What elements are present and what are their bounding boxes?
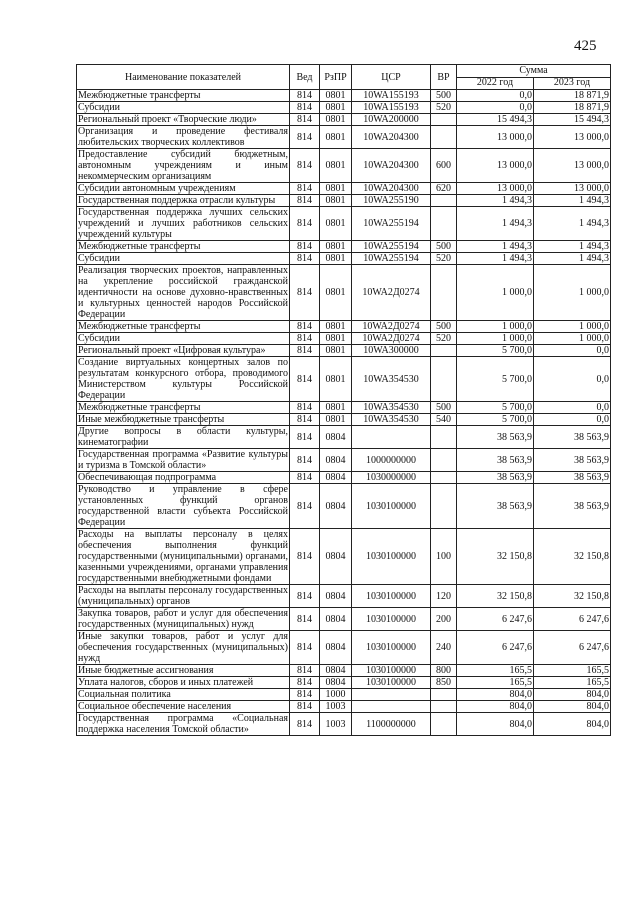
cell-amount-2023: 6 247,6: [534, 608, 611, 631]
cell-amount-2023: 0,0: [534, 414, 611, 426]
cell-vr: 100: [431, 529, 457, 585]
cell-name: Организация и проведение фестиваля любительских творческих коллективов: [78, 126, 288, 148]
cell-vr: [431, 114, 457, 126]
table-row: [77, 689, 611, 701]
cell-vr: [431, 689, 457, 701]
cell-rzpr: 0801: [320, 333, 352, 345]
cell-rzpr: 0801: [320, 265, 352, 321]
cell-vr: 500: [431, 90, 457, 102]
cell-csr: 10WA2Д0274: [352, 333, 431, 345]
cell-rzpr: 0801: [320, 345, 352, 357]
cell-rzpr: 0804: [320, 585, 352, 608]
cell-csr: 10WA200000: [352, 114, 431, 126]
cell-rzpr: 0804: [320, 631, 352, 665]
cell-name: Создание виртуальных концертных залов по результатам конкурсного отбора, проводимого Министерством культуры Российской Федерации: [78, 357, 288, 401]
cell-rzpr: 0801: [320, 126, 352, 149]
table-row: [77, 449, 611, 472]
cell-name: Уплата налогов, сборов и иных платежей: [77, 677, 290, 689]
cell-ved: 814: [290, 449, 320, 472]
cell-amount-2023: 18 871,9: [534, 90, 611, 102]
cell-vr: [431, 357, 457, 402]
cell-ved: 814: [290, 149, 320, 183]
cell-amount-2022: 5 700,0: [457, 414, 534, 426]
cell-csr: [352, 689, 431, 701]
cell-amount-2023: 38 563,9: [534, 449, 611, 472]
cell-amount-2023: 804,0: [534, 689, 611, 701]
cell-ved: 814: [290, 426, 320, 449]
cell-vr: [431, 195, 457, 207]
cell-rzpr: 0801: [320, 321, 352, 333]
table-row: [77, 241, 611, 253]
table-row: [77, 253, 611, 265]
cell-vr: [431, 484, 457, 529]
cell-amount-2022: 13 000,0: [457, 183, 534, 195]
header-year-2023: 2023 год: [534, 77, 611, 90]
cell-amount-2022: 32 150,8: [457, 585, 534, 608]
header-year-2022: 2022 год: [457, 77, 534, 90]
cell-rzpr: 0804: [320, 608, 352, 631]
cell-amount-2023: 165,5: [534, 677, 611, 689]
cell-amount-2023: 1 000,0: [534, 265, 611, 321]
cell-rzpr: 0804: [320, 677, 352, 689]
cell-amount-2023: 1 000,0: [534, 321, 611, 333]
cell-vr: 800: [431, 665, 457, 677]
cell-ved: 814: [290, 126, 320, 149]
cell-rzpr: 0804: [320, 449, 352, 472]
cell-amount-2023: 0,0: [534, 345, 611, 357]
cell-csr: 10WA255194: [352, 241, 431, 253]
cell-csr: 10WA354530: [352, 402, 431, 414]
cell-name: Межбюджетные трансферты: [77, 402, 290, 414]
cell-amount-2023: 15 494,3: [534, 114, 611, 126]
cell-amount-2023: 0,0: [534, 402, 611, 414]
cell-vr: 520: [431, 102, 457, 114]
cell-ved: 814: [290, 345, 320, 357]
cell-csr: 10WA300000: [352, 345, 431, 357]
cell-amount-2023: 1 494,3: [534, 207, 611, 241]
cell-amount-2022: 1 000,0: [457, 265, 534, 321]
cell-amount-2022: 1 494,3: [457, 253, 534, 265]
cell-csr: [352, 701, 431, 713]
cell-rzpr: 0801: [320, 102, 352, 114]
cell-amount-2023: 804,0: [534, 713, 611, 736]
table-row: [77, 402, 611, 414]
cell-name: Региональный проект «Творческие люди»: [77, 114, 290, 126]
cell-rzpr: 0804: [320, 529, 352, 585]
cell-csr: 10WA2Д0274: [352, 321, 431, 333]
cell-amount-2023: 1 000,0: [534, 333, 611, 345]
cell-rzpr: 0804: [320, 426, 352, 449]
cell-csr: 10WA2Д0274: [352, 265, 431, 321]
cell-vr: 620: [431, 183, 457, 195]
cell-amount-2022: 165,5: [457, 677, 534, 689]
cell-rzpr: 0801: [320, 183, 352, 195]
cell-amount-2023: 38 563,9: [534, 426, 611, 449]
table-row: [77, 265, 611, 321]
cell-name: Закупка товаров, работ и услуг для обеспечения государственных (муниципальных) нужд: [78, 608, 288, 630]
table-row: [77, 114, 611, 126]
cell-ved: 814: [290, 529, 320, 585]
table-row: [77, 484, 611, 529]
table-row: [77, 677, 611, 689]
cell-vr: 540: [431, 414, 457, 426]
cell-rzpr: 0801: [320, 241, 352, 253]
cell-vr: 240: [431, 631, 457, 665]
cell-vr: [431, 713, 457, 736]
cell-amount-2023: 38 563,9: [534, 484, 611, 529]
cell-csr: 1030100000: [352, 484, 431, 529]
cell-name: Руководство и управление в сфере установленных функций органов государственной власти субъекта Российской Федерации: [78, 484, 288, 528]
cell-rzpr: 1000: [320, 689, 352, 701]
cell-name: Государственная поддержка лучших сельских учреждений и лучших работников сельских учреждений культуры: [78, 207, 288, 240]
cell-name: Государственная поддержка отрасли культуры: [77, 195, 290, 207]
table-row: [77, 195, 611, 207]
header-csr: ЦСР: [352, 65, 431, 90]
table-row: [77, 345, 611, 357]
header-rzpr: РзПР: [320, 65, 352, 90]
cell-ved: 814: [290, 357, 320, 402]
cell-ved: 814: [290, 585, 320, 608]
cell-rzpr: 0801: [320, 207, 352, 241]
cell-vr: [431, 426, 457, 449]
cell-ved: 814: [290, 321, 320, 333]
cell-amount-2023: 804,0: [534, 701, 611, 713]
cell-ved: 814: [290, 195, 320, 207]
cell-name: Расходы на выплаты персоналу государственных (муниципальных) органов: [78, 585, 288, 607]
cell-vr: 500: [431, 321, 457, 333]
cell-rzpr: 0801: [320, 357, 352, 402]
cell-amount-2022: 6 247,6: [457, 608, 534, 631]
cell-amount-2022: 5 700,0: [457, 357, 534, 402]
cell-amount-2023: 32 150,8: [534, 529, 611, 585]
cell-amount-2023: 1 494,3: [534, 195, 611, 207]
cell-ved: 814: [290, 665, 320, 677]
cell-amount-2023: 32 150,8: [534, 585, 611, 608]
cell-name: Межбюджетные трансферты: [77, 321, 290, 333]
cell-amount-2022: 15 494,3: [457, 114, 534, 126]
cell-csr: 10WA255190: [352, 195, 431, 207]
cell-csr: 1030100000: [352, 631, 431, 665]
cell-csr: 1030100000: [352, 585, 431, 608]
cell-name: Иные закупки товаров, работ и услуг для обеспечения государственных (муниципальных) нужд: [78, 631, 288, 664]
cell-amount-2022: 38 563,9: [457, 472, 534, 484]
cell-amount-2022: 6 247,6: [457, 631, 534, 665]
cell-ved: 814: [290, 241, 320, 253]
cell-amount-2022: 1 000,0: [457, 321, 534, 333]
cell-ved: 814: [290, 472, 320, 484]
cell-name: Иные межбюджетные трансферты: [77, 414, 290, 426]
cell-rzpr: 0801: [320, 90, 352, 102]
cell-rzpr: 0801: [320, 402, 352, 414]
table-row: [77, 529, 611, 585]
table-row: [77, 207, 611, 241]
cell-name: Социальное обеспечение населения: [77, 701, 290, 713]
cell-csr: 1030100000: [352, 608, 431, 631]
cell-name: Обеспечивающая подпрограмма: [77, 472, 290, 484]
cell-amount-2023: 38 563,9: [534, 472, 611, 484]
cell-csr: 10WA204300: [352, 126, 431, 149]
cell-amount-2022: 0,0: [457, 90, 534, 102]
cell-ved: 814: [290, 713, 320, 736]
table-row: [77, 472, 611, 484]
table-row: [77, 713, 611, 736]
cell-amount-2023: 0,0: [534, 357, 611, 402]
table-row: [77, 665, 611, 677]
table-row: [77, 585, 611, 608]
table-row: [77, 426, 611, 449]
header-vr: ВР: [431, 65, 457, 90]
cell-csr: 1030100000: [352, 677, 431, 689]
cell-vr: [431, 472, 457, 484]
cell-ved: 814: [290, 265, 320, 321]
cell-rzpr: 1003: [320, 713, 352, 736]
cell-amount-2022: 32 150,8: [457, 529, 534, 585]
table-row: [77, 321, 611, 333]
cell-amount-2022: 165,5: [457, 665, 534, 677]
cell-rzpr: 0804: [320, 484, 352, 529]
cell-csr: 10WA155193: [352, 102, 431, 114]
cell-amount-2023: 1 494,3: [534, 253, 611, 265]
header-name: Наименование показателей: [77, 65, 290, 90]
cell-ved: 814: [290, 484, 320, 529]
table-row: [77, 102, 611, 114]
cell-name: Предоставление субсидий бюджетным, автономным учреждениям и иным некоммерческим организациям: [78, 149, 288, 182]
cell-vr: [431, 449, 457, 472]
cell-csr: [352, 426, 431, 449]
cell-vr: [431, 345, 457, 357]
cell-amount-2022: 1 494,3: [457, 195, 534, 207]
cell-amount-2023: 13 000,0: [534, 126, 611, 149]
cell-csr: 10WA354530: [352, 414, 431, 426]
cell-csr: 10WA255194: [352, 253, 431, 265]
table-row: [77, 333, 611, 345]
page-number: 425: [574, 38, 597, 54]
cell-vr: 850: [431, 677, 457, 689]
cell-ved: 814: [290, 333, 320, 345]
cell-amount-2022: 804,0: [457, 713, 534, 736]
cell-name: Расходы на выплаты персоналу в целях обеспечения выполнения функций государственными (муниципальными) органами, казенными учреждениями, органами управления государственными внебюджетными фондами: [78, 529, 288, 584]
cell-ved: 814: [290, 102, 320, 114]
cell-amount-2022: 5 700,0: [457, 345, 534, 357]
cell-amount-2022: 13 000,0: [457, 126, 534, 149]
table-row: [77, 701, 611, 713]
cell-amount-2023: 13 000,0: [534, 183, 611, 195]
cell-amount-2022: 804,0: [457, 689, 534, 701]
cell-csr: 10WA204300: [352, 183, 431, 195]
cell-csr: 10WA255194: [352, 207, 431, 241]
cell-ved: 814: [290, 402, 320, 414]
cell-amount-2022: 1 000,0: [457, 333, 534, 345]
cell-amount-2022: 38 563,9: [457, 449, 534, 472]
table-row: [77, 126, 611, 149]
cell-vr: 500: [431, 241, 457, 253]
cell-name: Субсидии: [77, 333, 290, 345]
header-ved: Вед: [290, 65, 320, 90]
cell-ved: 814: [290, 114, 320, 126]
table-row: [77, 414, 611, 426]
cell-rzpr: 0801: [320, 195, 352, 207]
cell-name: Социальная политика: [77, 689, 290, 701]
cell-ved: 814: [290, 677, 320, 689]
cell-amount-2022: 13 000,0: [457, 149, 534, 183]
cell-vr: 520: [431, 253, 457, 265]
cell-amount-2023: 18 871,9: [534, 102, 611, 114]
table-row: [77, 183, 611, 195]
cell-rzpr: 0801: [320, 149, 352, 183]
table-body: [77, 90, 611, 736]
cell-name: Субсидии: [77, 253, 290, 265]
cell-ved: 814: [290, 631, 320, 665]
cell-amount-2022: 5 700,0: [457, 402, 534, 414]
table-row: [77, 631, 611, 665]
cell-name: Государственная программа «Социальная поддержка населения Томской области»: [78, 713, 288, 735]
cell-amount-2022: 0,0: [457, 102, 534, 114]
cell-csr: 1030100000: [352, 665, 431, 677]
cell-name: Иные бюджетные ассигнования: [77, 665, 290, 677]
cell-name: Реализация творческих проектов, направленных на укрепление российской гражданской идентичности на основе духовно-нравственных и культурных ценностей народов Российской Федерации: [78, 265, 288, 320]
header-sum: Сумма: [457, 65, 611, 78]
cell-csr: 1030000000: [352, 472, 431, 484]
cell-ved: 814: [290, 608, 320, 631]
cell-amount-2023: 13 000,0: [534, 149, 611, 183]
cell-name: Региональный проект «Цифровая культура»: [77, 345, 290, 357]
cell-rzpr: 0804: [320, 665, 352, 677]
cell-vr: [431, 126, 457, 149]
cell-amount-2022: 804,0: [457, 701, 534, 713]
cell-name: Межбюджетные трансферты: [77, 90, 290, 102]
cell-ved: 814: [290, 183, 320, 195]
cell-csr: 1100000000: [352, 713, 431, 736]
table-row: [77, 90, 611, 102]
cell-name: Межбюджетные трансферты: [77, 241, 290, 253]
cell-ved: 814: [290, 689, 320, 701]
cell-amount-2022: 38 563,9: [457, 484, 534, 529]
cell-ved: 814: [290, 414, 320, 426]
cell-csr: 10WA204300: [352, 149, 431, 183]
cell-vr: [431, 207, 457, 241]
cell-vr: 500: [431, 402, 457, 414]
cell-csr: 10WA155193: [352, 90, 431, 102]
cell-rzpr: 0801: [320, 114, 352, 126]
cell-amount-2022: 38 563,9: [457, 426, 534, 449]
cell-ved: 814: [290, 207, 320, 241]
cell-rzpr: 0801: [320, 253, 352, 265]
cell-name: Субсидии автономным учреждениям: [77, 183, 290, 195]
table-row: [77, 149, 611, 183]
cell-amount-2022: 1 494,3: [457, 207, 534, 241]
cell-ved: 814: [290, 253, 320, 265]
cell-ved: 814: [290, 701, 320, 713]
cell-vr: 520: [431, 333, 457, 345]
cell-vr: 200: [431, 608, 457, 631]
cell-name: Другие вопросы в области культуры, кинематографии: [78, 426, 288, 448]
cell-name: Субсидии: [77, 102, 290, 114]
cell-vr: 120: [431, 585, 457, 608]
cell-csr: 1030100000: [352, 529, 431, 585]
cell-amount-2022: 1 494,3: [457, 241, 534, 253]
cell-vr: 600: [431, 149, 457, 183]
cell-vr: [431, 701, 457, 713]
cell-amount-2023: 1 494,3: [534, 241, 611, 253]
cell-amount-2023: 165,5: [534, 665, 611, 677]
cell-rzpr: 1003: [320, 701, 352, 713]
table-row: [77, 608, 611, 631]
cell-rzpr: 0801: [320, 414, 352, 426]
cell-name: Государственная программа «Развитие культуры и туризма в Томской области»: [78, 449, 288, 471]
cell-csr: 10WA354530: [352, 357, 431, 402]
cell-csr: 1000000000: [352, 449, 431, 472]
cell-rzpr: 0804: [320, 472, 352, 484]
cell-ved: 814: [290, 90, 320, 102]
cell-amount-2023: 6 247,6: [534, 631, 611, 665]
budget-table: [76, 64, 611, 736]
cell-vr: [431, 265, 457, 321]
table-row: [77, 357, 611, 402]
